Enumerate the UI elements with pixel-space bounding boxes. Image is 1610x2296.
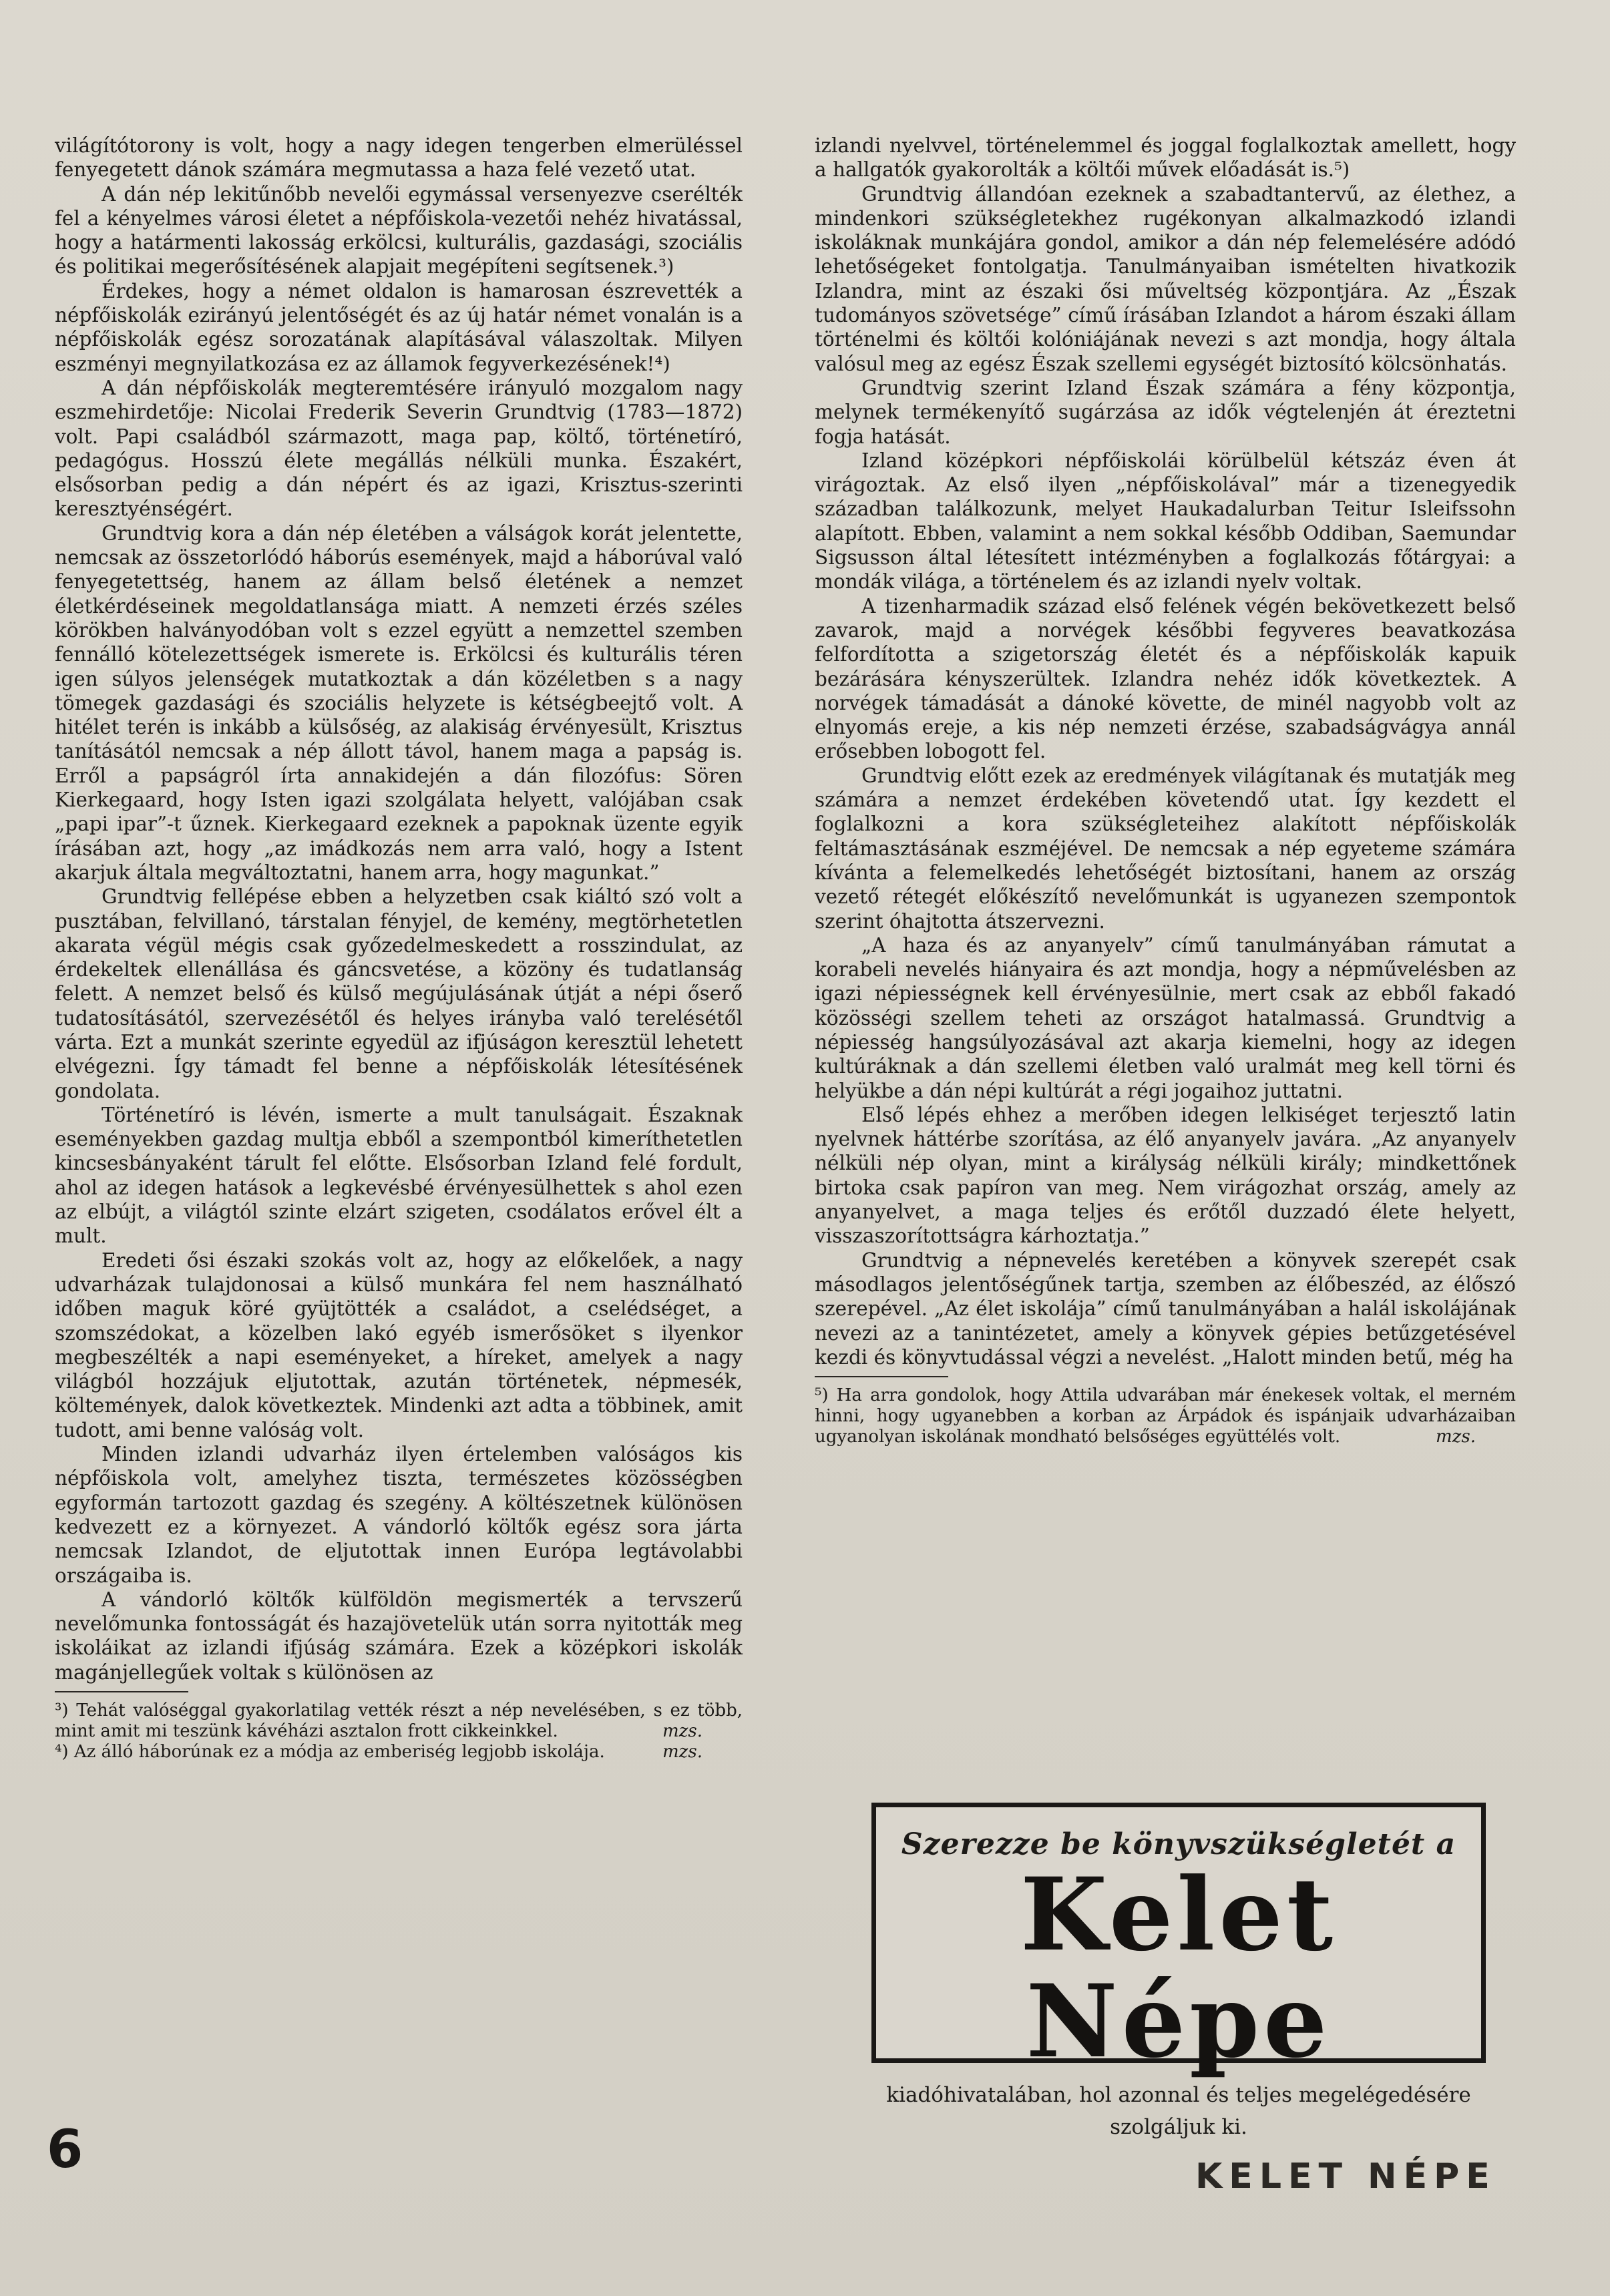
right-paragraph: „A haza és az anyanyelv” című tanulmányában rámutat a korabeli nevelés hiányaira és azt mondja, hogy a népművelésben az igazi népiességnek kell érvényesülnie, mert csak az ebből fakadó közösségi szellem teheti az országot hatalmassá. Grundtvig a népiesség hangsúlyozásával azt akarja kiemelni, hogy az idegen kultúráknak a dán szellemi életben való uralmát meg kell törni és helyükbe a dán népi kultúrát a régi jogaihoz juttatni. (815, 933, 1516, 1102)
left-paragraph: világítótorony is volt, hogy a nagy idegen tengerben elmerüléssel fenyegetett dánok számára megmutassa a haza felé vezető utat. (55, 134, 743, 182)
ad-bottom-text (876, 2079, 1481, 2143)
left-column (55, 134, 743, 1763)
right-paragraph: Grundtvig állandóan ezeknek a szabadtantervű, az élethez, a mindenkori szükségletekhez rugékonyan alkalmazkodó izlandi iskoláknak munkájára gondol, amikor a dán nép felemelésére adódó lehetőségeket fontolgatja. Tanulmányaiban ismételten hivatkozik Izlandra, mint az északi ősi műveltség központjára. Az „Észak tudományos szövetsége” című írásában Izlandot a három északi állam történelmi és költői kolóniájának nevezi s azt mondja, hogy általa valósul meg az egész Észak szellemi egységét biztosító kölcsönhatás. (815, 182, 1516, 375)
left-paragraph: A dán népfőiskolák megteremtésére irányuló mozgalom nagy eszmehirdetője: Nicolai Frederik Severin Grundtvig (1783—1872) volt. Papi családból származott, maga pap, költő, történetíró, pedagógus. Hosszú élete megállás nélküli munka. Északért, elsősorban pedig a dán népért és az igazi, Krisztus-szerinti keresztyénségért. (55, 376, 743, 521)
footnote-divider (55, 1691, 188, 1692)
footnote (55, 1700, 743, 1742)
footnote (815, 1385, 1516, 1447)
left-paragraph: Történetíró is lévén, ismerte a mult tanulságait. Északnak eseményekben gazdag multja ebből a szempontból kimeríthetetlen kincsesbányaként tárult fel előtte. Elsősorban Izland felé fordult, ahol az idegen hatások a legkevésbé érvényesülhettek s ahol ezen az elbújt, a világtól szinte elzárt szigeten, csodálatos erővel élt a mult. (55, 1103, 743, 1248)
right-footnotes (815, 1385, 1516, 1447)
footnote-signature: mzs. (662, 1742, 702, 1762)
left-paragraph: Eredeti ősi északi szokás volt az, hogy az előkelőek, a nagy udvarházak tulajdonosai a külső munkára fel nem használható időben maguk köré gyüjtötték a családot, a cselédséget, a szomszédokat, a közelben lakó egyéb ismerősöket s ilyenkor megbeszélték a napi eseményeket, a híreket, amelyek a nagy világból hozzájuk eljutottak, azután történetek, népmesék, költemények, dalok következtek. Mindenki azt adta a többinek, amit tudott, ami benne valóság volt. (55, 1248, 743, 1441)
right-column (815, 134, 1516, 1447)
left-paragraph: Minden izlandi udvarház ilyen értelemben valóságos kis népfőiskola volt, amelyhez tiszta, természetes közösségben egyformán tartozott gazdag és szegény. A költészetnek különösen kedvezett ez a környezet. A vándorló költők egész sora járta nemcsak Izlandot, de eljutottak innen Európa legtávolabbi országaiba is. (55, 1443, 743, 1587)
ad-brand-name: Kelet Népe (1020, 1856, 1338, 2080)
advertisement-box (871, 1803, 1486, 2139)
right-paragraph: Első lépés ehhez a merőben idegen lelkiséget terjesztő latin nyelvnek háttérbe szorítása, az élő anyanyelv javára. „Az anyanyelv nélküli nép olyan, mint a királyság nélküli király; mindkettőnek birtoka csak papíron van meg. Nem virágozhat ország, amely az anyanyelvet, a maga teljes és erőtől duzzadó élete helyett, visszaszorítottságra kárhoztatja.” (815, 1103, 1516, 1248)
footnote-text: ³) Tehát valóséggal gyakorlatilag vették részt a nép nevelésében, s ez több, mint amit mi teszünk kávéházi asztalon frott cikkeinkkel. (55, 1700, 743, 1741)
right-paragraph: Grundtvig szerint Izland Észak számára a fény központja, melynek termékenyítő sugárzása az idők végtelenjén át éreztetni fogja hatását. (815, 376, 1516, 448)
footnote-text: ⁵) Ha arra gondolok, hogy Attila udvarában már énekesek voltak, el merném hinni, hogy ugyanebben a korban az Árpádok és ispánjaik udvarházaiban ugyanolyan iskolának mondható belsőséges együttélés volt. (815, 1385, 1516, 1447)
right-paragraph: Grundtvig a népnevelés keretében a könyvek szerepét csak másodlagos jelentőségűnek tartja, szemben az élőbeszéd, az élőszó szerepével. „Az élet iskolája” című tanulmányában a halál iskolájának nevezi az a tanintézetet, amely a könyvek gépies betűzgetésével kezdi és könyvtudással végzi a nevelést. „Halott minden betű, még ha (815, 1248, 1516, 1369)
right-paragraph: izlandi nyelvvel, történelemmel és joggal foglalkoztak amellett, hogy a hallgatók gyakorolták a költői művek előadását is.⁵) (815, 134, 1516, 182)
right-paragraph: Grundtvig előtt ezek az eredmények világítanak és mutatják meg számára a nemzet érdekében követendő utat. Így kezdett el foglalkozni a kora szükségleteihez alakított népfőiskolák feltámasztásának eszméjével. De nemcsak a nép egyeteme számára kívánta a felemelkedés lehetőségét biztosítani, hanem az ország vezető rétegét előkészítő nevelőmunkát is ugyanezen szempontok szerint óhajtotta átszervezni. (815, 764, 1516, 933)
footnote-divider (815, 1376, 948, 1377)
footnote-signature: mzs. (1436, 1427, 1476, 1447)
ad-bottom-line-2: szolgáljuk ki. (1110, 2115, 1247, 2139)
left-paragraph: A vándorló költők külföldön megismerték a tervszerű nevelőmunka fontosságát és hazajövetelük után sorra nyitották meg iskoláikat az izlandi ifjúság számára. Ezek a középkori iskolák magánjellegűek voltak s különösen az (55, 1588, 743, 1684)
left-paragraph: Grundtvig kora a dán nép életében a válságok korát jelentette, nemcsak az összetorlódó háborús események, majd a háborúval való fenyegetettség, hanem az állam belső életének a nemzet életkérdéseinek megoldatlansága miatt. A nemzeti érzés széles körökben halványodóban volt s ezzel együtt a nemzettel szemben fennálló kötelezettségek ismerete is. Erkölcsi és kulturális téren igen súlyos jelenségek mutatkoztak a dán közéletben s a nagy tömegek gazdasági és szociális helyzete is kétségbeejtő volt. A hitélet terén is inkább a külsőség, az alakiság érvényesült, Krisztus tanításától nemcsak a nép állott távol, hanem maga a papság is. Erről a papságról írta annakidején a dán filozófus: Sören Kierkegaard, hogy Isten igazi szolgálata helyett, valójában csak „papi ipar”-t űznek. Kierkegaard ezeknek a papoknak üzente egyik írásában azt, hogy „az imádkozás nem arra való, hogy a Istent akarjuk általa megváltoztatni, hanem arra, hogy magunkat.” (55, 521, 743, 884)
left-paragraph: Grundtvig fellépése ebben a helyzetben csak kiáltó szó volt a pusztában, felvillanó, társtalan fényjel, de kemény, megtörhetetlen akarata végül mégis csak győzedelmeskedett a rosszindulat, az érdekeltek ellenállása és gáncsvetése, a közöny és tudatlanság felett. A nemzet belső és külső megújulásának útját a népi őserő tudatosításától, szervezésétől és helyes irányba való terelésétől várta. Ezt a munkát szerinte egyedül az ifjúságon keresztül lehetett elvégezni. Így támadt fel benne a népfőiskolák létesítésének gondolata. (55, 885, 743, 1102)
footnote-text: ⁴) Az álló háborúnak ez a módja az emberiség legjobb iskolája. (55, 1742, 605, 1762)
ad-top-line: Szerezze be könyvszükségletét a (901, 1827, 1456, 1861)
right-paragraph: Izland középkori népfőiskolái körülbelül kétszáz éven át virágoztak. Az első ilyen „népfőiskolával” már a tizenegyedik században találkozunk, melyet Haukadalurban Teitur Isleifssohn alapított. Ebben, valamint a nem sokkal később Oddiban, Saemundar Sigsusson által létesített intézményben a foglalkozás főtárgyai: a mondák világa, a történelem és az izlandi nyelv voltak. (815, 449, 1516, 594)
footer-journal-title: KELET NÉPE (1195, 2156, 1496, 2197)
ad-bottom-line-1: kiadóhivatalában, hol azonnal és teljes megelégedésére (886, 2083, 1471, 2107)
right-paragraph: A tizenharmadik század első felének végén bekövetkezett belső zavarok, majd a norvégek későbbi fegyveres beavatkozása felfordította a szigetország életét és a népfőiskolák kapuik bezárására kényszerültek. Izlandra nehéz idők következtek. A norvégek támadását a dánoké követte, de minél nagyobb volt az elnyomás ereje, a kis nép nemzeti érzése, szabadságvágya annál erősebben lobogott fel. (815, 594, 1516, 763)
left-paragraph: A dán nép lekitűnőbb nevelői egymással versenyezve cserélték fel a kényelmes városi életet a népfőiskola-vezetői nehéz hivatással, hogy a határmenti lakosság erkölcsi, kulturális, gazdasági, szociális és politikai megerősítésének alapjait megépíteni segítsenek.³) (55, 182, 743, 278)
left-paragraph: Érdekes, hogy a német oldalon is hamarosan észrevették a népfőiskolák ezirányú jelentőségét és az új határ német vonalán is a népfőiskolák egész sorozatának alapításával válaszoltak. Milyen eszményi megnyilatkozása ez az államok fegyverkezésének!⁴) (55, 279, 743, 375)
footnote-signature: mzs. (662, 1721, 702, 1741)
left-footnotes (55, 1700, 743, 1763)
page-number: 6 (47, 2120, 83, 2180)
footnote (55, 1742, 743, 1763)
